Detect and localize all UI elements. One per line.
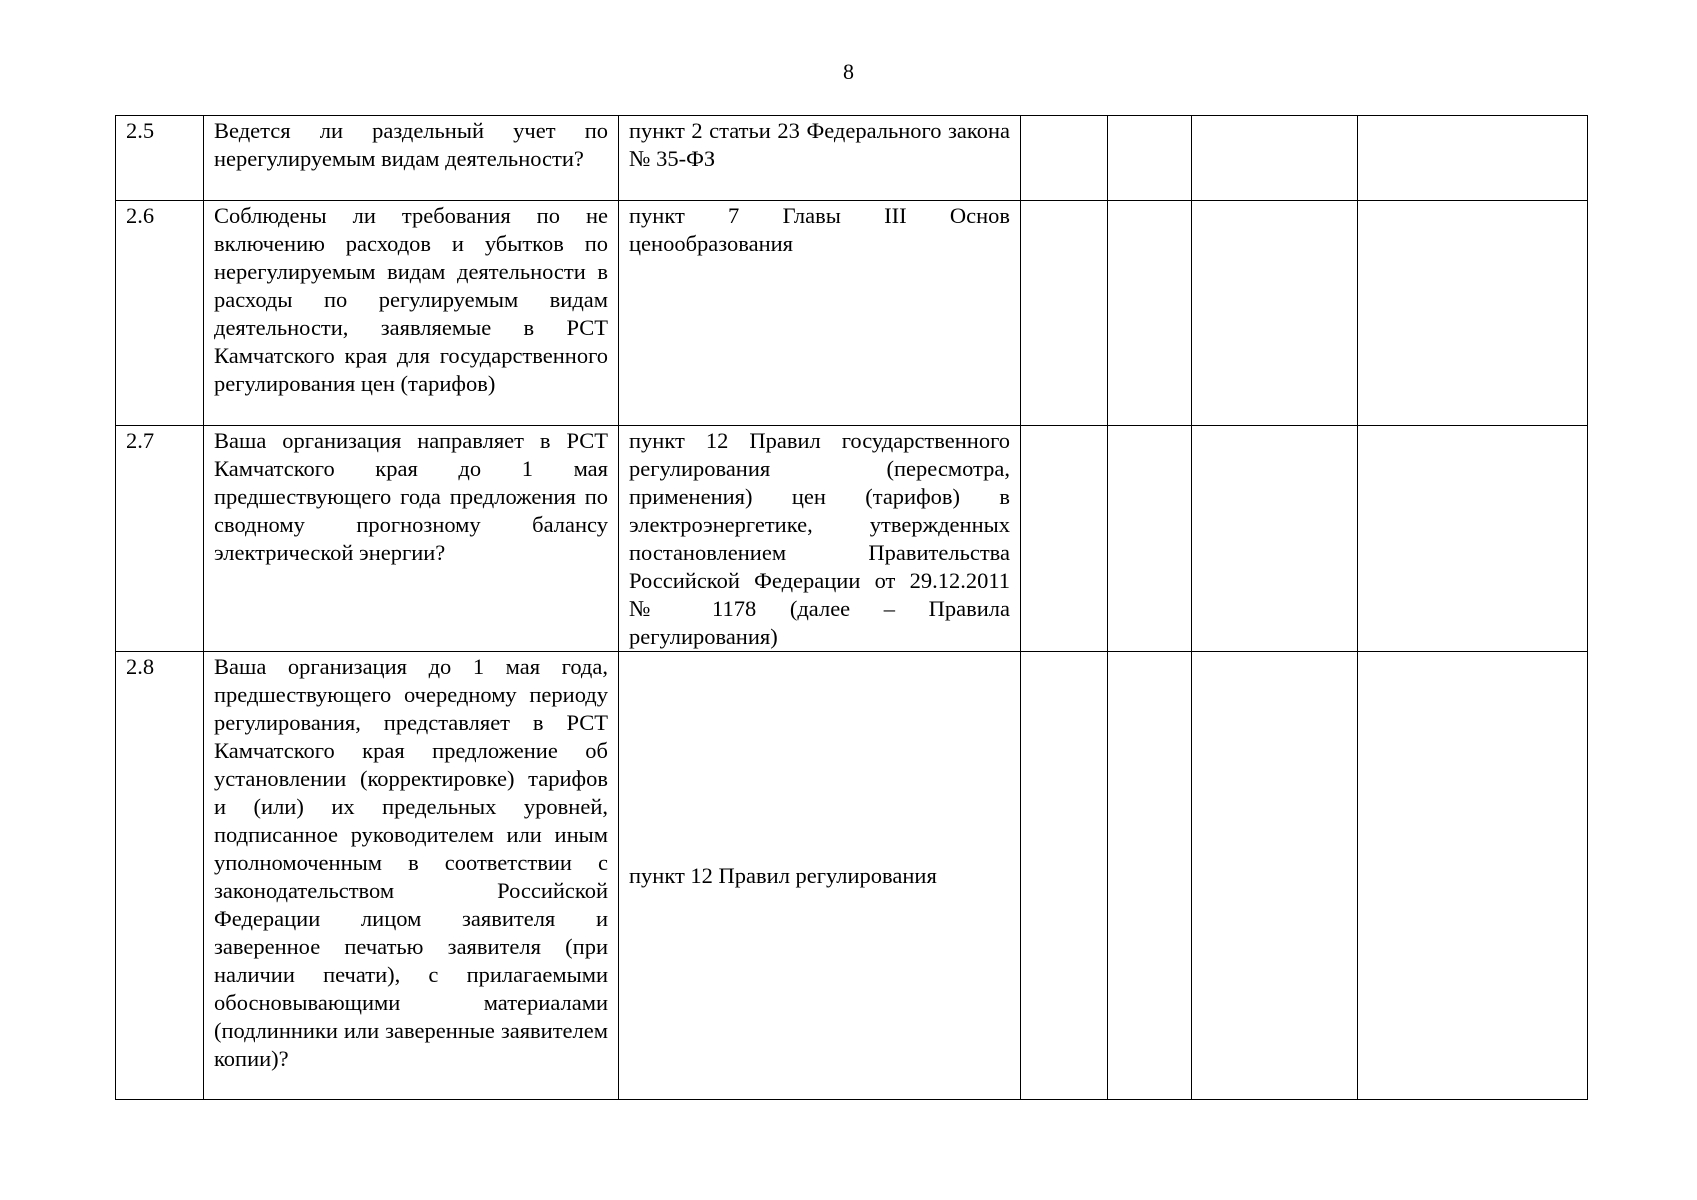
table-row (116, 116, 1588, 201)
reference-cell: пункт 12 Правил государственного регулирования (пересмотра, применения) цен (тарифов) в электроэнергетике, утвержденных постановлением Правительства Российской Федерации от 29.12.2011 № 1178 (далее – Правила регулирования) (619, 426, 1021, 652)
answer-cell (1021, 426, 1108, 652)
answer-cell (1108, 116, 1192, 201)
question-cell: Ваша организация до 1 мая года, предшествующего очередному периоду регулирования, представляет в РСТ Камчатского края предложение об установлении (корректировке) тарифов и (или) их предельных уровней, подписанное руководителем или иным уполномоченным в соответствии с законодательством Российской Федерации лицом заявителя и заверенное печатью заявителя (при наличии печати), с прилагаемыми обосновывающими материалами (подлинники или заверенные заявителем копии)? (204, 652, 619, 1100)
row-number: 2.6 (116, 201, 204, 426)
answer-cell (1358, 426, 1588, 652)
table-row (116, 426, 1588, 652)
reference-cell: пункт 7 Главы III Основ ценообразования (619, 201, 1021, 426)
answer-cell (1192, 116, 1358, 201)
table-row (116, 201, 1588, 426)
checklist-table (115, 115, 1588, 1100)
answer-cell (1358, 116, 1588, 201)
answer-cell (1021, 201, 1108, 426)
question-cell: Ваша организация направляет в РСТ Камчатского края до 1 мая предшествующего года предложения по сводному прогнозному балансу электрической энергии? (204, 426, 619, 652)
page-number: 8 (843, 59, 854, 84)
answer-cell (1192, 426, 1358, 652)
row-number: 2.8 (116, 652, 204, 1100)
answer-cell (1192, 652, 1358, 1100)
answer-cell (1021, 652, 1108, 1100)
row-number: 2.5 (116, 116, 204, 201)
answer-cell (1192, 201, 1358, 426)
question-cell: Соблюдены ли требования по не включению расходов и убытков по нерегулируемым видам деятельности в расходы по регулируемым видам деятельности, заявляемые в РСТ Камчатского края для государственного регулирования цен (тарифов) (204, 201, 619, 426)
answer-cell (1108, 426, 1192, 652)
answer-cell (1358, 201, 1588, 426)
reference-cell: пункт 12 Правил регулирования (619, 652, 1021, 1100)
question-cell: Ведется ли раздельный учет по нерегулируемым видам деятельности? (204, 116, 619, 201)
answer-cell (1108, 652, 1192, 1100)
answer-cell (1021, 116, 1108, 201)
answer-cell (1358, 652, 1588, 1100)
reference-cell: пункт 2 статьи 23 Федерального закона № 35-ФЗ (619, 116, 1021, 201)
table-row (116, 652, 1588, 1100)
answer-cell (1108, 201, 1192, 426)
row-number: 2.7 (116, 426, 204, 652)
